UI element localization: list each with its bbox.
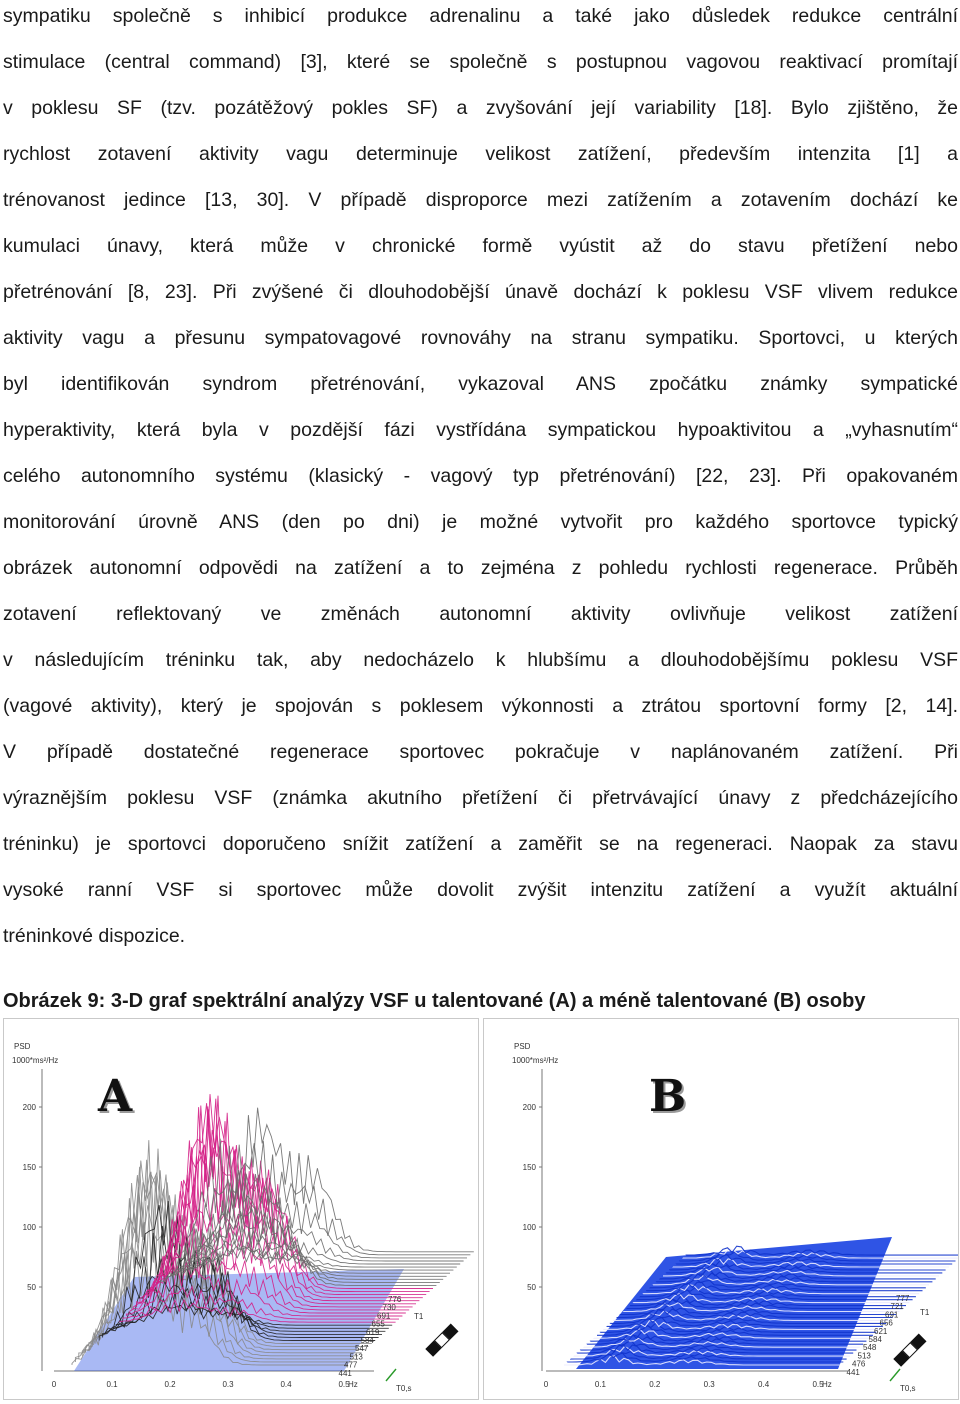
x-tick-label: 0.5	[338, 1380, 350, 1389]
time-tick-label: 621	[874, 1326, 888, 1336]
psd-label: PSD	[514, 1042, 531, 1051]
time-tick-label: 619	[366, 1327, 380, 1337]
paragraph-line: aktivity vagu a přesunu sympatovagové rovnováhy na stranu sympatiku. Sportovci, u kterých	[3, 327, 958, 349]
psd-unit: 1000*ms²/Hz	[512, 1056, 559, 1065]
x-tick-label: 0.2	[649, 1380, 661, 1389]
time-tick-label: 776	[388, 1295, 402, 1304]
psd-unit: 1000*ms²/Hz	[12, 1056, 59, 1065]
z-tick-label: 100	[522, 1223, 536, 1232]
paragraph-line: sympatiku společně s inhibicí produkce adrenalinu a také jako důsledek redukce centrální	[3, 5, 958, 27]
paragraph-line: přetrénování [8, 23]. Při zvýšené či dlouhodobější únavě dochází k poklesu VSF vlivem redukce	[3, 281, 958, 303]
panel-b-surface-plot	[484, 1019, 958, 1399]
paragraph-line: trénovanost jedince [13, 30]. V případě disproporce mezi zatížením a zotavením dochází ke	[3, 189, 958, 211]
time-tick-label: 777	[896, 1294, 910, 1303]
paragraph-line: celého autonomního systému (klasický - vagový typ přetrénování) [22, 23]. Při opakovaném	[3, 465, 958, 487]
panel-a	[3, 1018, 479, 1400]
paragraph-line: tréninkové dispozice.	[3, 925, 186, 947]
time-tick-label: 584	[868, 1335, 882, 1344]
t1-label: T1	[414, 1312, 424, 1321]
z-tick-label: 200	[522, 1103, 536, 1112]
x-tick-label: 0.5	[812, 1380, 824, 1389]
t-axis-label: T0,s	[900, 1384, 916, 1393]
z-tick-label: 200	[22, 1103, 36, 1112]
time-tick-label: 721	[890, 1302, 904, 1312]
panel-a-surface-plot	[4, 1019, 478, 1399]
x-tick-label: 0.3	[222, 1380, 234, 1389]
paragraph-line: zotavení reflektovaný ve změnách autonomní aktivity ovlivňuje velikost zatížení	[3, 603, 958, 625]
spectral-figure	[3, 1018, 958, 1398]
rotate-arrow-icon	[894, 1334, 926, 1366]
time-tick-label: 441	[846, 1367, 860, 1377]
figure-caption: Obrázek 9: 3-D graf spektrální analýzy VSF u talentované (A) a méně talentované (B) osoby	[3, 990, 866, 1012]
panel-b-label: B	[649, 1071, 687, 1122]
time-arrow	[890, 1369, 900, 1381]
time-tick-label: 476	[852, 1359, 866, 1369]
x-tick-label: 0.4	[280, 1380, 292, 1389]
paragraph-line: rychlost zotavení aktivity vagu determinuje velikost zatížení, především intenzita [1] a	[3, 143, 958, 165]
x-tick-label: 0	[51, 1380, 57, 1389]
rotate-arrow-icon	[426, 1324, 458, 1356]
time-tick-label: 584	[360, 1336, 374, 1345]
z-tick-label: 100	[22, 1223, 36, 1232]
paragraph-line: v následujícím tréninku tak, aby nedocházelo k hlubšímu a dlouhodobějšímu poklesu VSF	[3, 649, 958, 671]
paragraph-line: stimulace (central command) [3], které se společně s postupnou vagovou reaktivací promítají	[3, 51, 958, 73]
x-tick-label: 0.3	[703, 1380, 715, 1389]
t-axis-label: T0,s	[396, 1384, 412, 1393]
paragraph-line: (vagové aktivity), který je spojován s poklesem výkonnosti a ztrátou sportovní formy [2, 14].	[3, 695, 958, 717]
time-tick-label: 547	[355, 1344, 369, 1354]
paragraph-line: byl identifikován syndrom přetrénování, vykazoval ANS zpočátku známky sympatické	[3, 373, 958, 395]
psd-label: PSD	[14, 1042, 31, 1051]
time-tick-label: 477	[344, 1360, 358, 1370]
paragraph-line: tréninku) je sportovci doporučeno snížit zatížení a zaměřit se na regeneraci. Naopak za stavu	[3, 833, 958, 855]
time-tick-label: 513	[857, 1351, 871, 1361]
paragraph-line: monitorování úrovně ANS (den po dni) je možné vytvořit pro každého sportovce typický	[3, 511, 958, 533]
paragraph-line: hyperaktivity, která byla v pozdější fázi vystřídána sympatickou hypoaktivitou a „vyhasnutím“	[3, 419, 958, 441]
paragraph-line: V případě dostatečné regenerace sportovec pokračuje v naplánovaném zatížení. Při	[3, 741, 958, 763]
x-tick-label: 0.1	[594, 1380, 606, 1389]
time-tick-label: 513	[349, 1352, 363, 1362]
x-unit: Hz	[822, 1380, 832, 1389]
x-unit: Hz	[348, 1380, 358, 1389]
x-tick-label: 0	[543, 1380, 549, 1389]
z-tick-label: 50	[27, 1283, 36, 1292]
paragraph-line: vysoké ranní VSF si sportovec může dovolit zvýšit intenzitu zatížení a využít aktuální	[3, 879, 958, 901]
z-tick-label: 150	[522, 1163, 536, 1172]
paragraph-line: v poklesu SF (tzv. pozátěžový pokles SF) a zvyšování její variability [18]. Bylo zjištěno, že	[3, 97, 958, 119]
t1-label: T1	[920, 1308, 930, 1317]
panel-b	[483, 1018, 959, 1400]
time-tick-label: 656	[879, 1318, 893, 1328]
x-tick-label: 0.4	[758, 1380, 770, 1389]
time-tick-label: 655	[371, 1319, 385, 1329]
z-tick-label: 50	[527, 1283, 536, 1292]
paragraph-line: obrázek autonomní odpovědi na zatížení a to zejména z pohledu rychlosti regenerace. Průběh	[3, 557, 958, 579]
panel-a-label: A	[98, 1071, 133, 1122]
time-tick-label: 441	[338, 1368, 352, 1378]
time-tick-label: 691	[885, 1310, 899, 1320]
paragraph-line: výraznějším poklesu VSF (známka akutního přetížení či přetrvávající únavy z předcházejícího	[3, 787, 958, 809]
time-tick-label: 548	[863, 1343, 877, 1353]
time-arrow	[386, 1369, 396, 1381]
time-tick-label: 691	[377, 1311, 391, 1321]
z-tick-label: 150	[22, 1163, 36, 1172]
x-tick-label: 0.2	[164, 1380, 176, 1389]
paragraph-line: kumulaci únavy, která může v chronické formě vyústit až do stavu přetížení nebo	[3, 235, 958, 257]
time-tick-label: 730	[382, 1303, 396, 1313]
x-tick-label: 0.1	[106, 1380, 118, 1389]
